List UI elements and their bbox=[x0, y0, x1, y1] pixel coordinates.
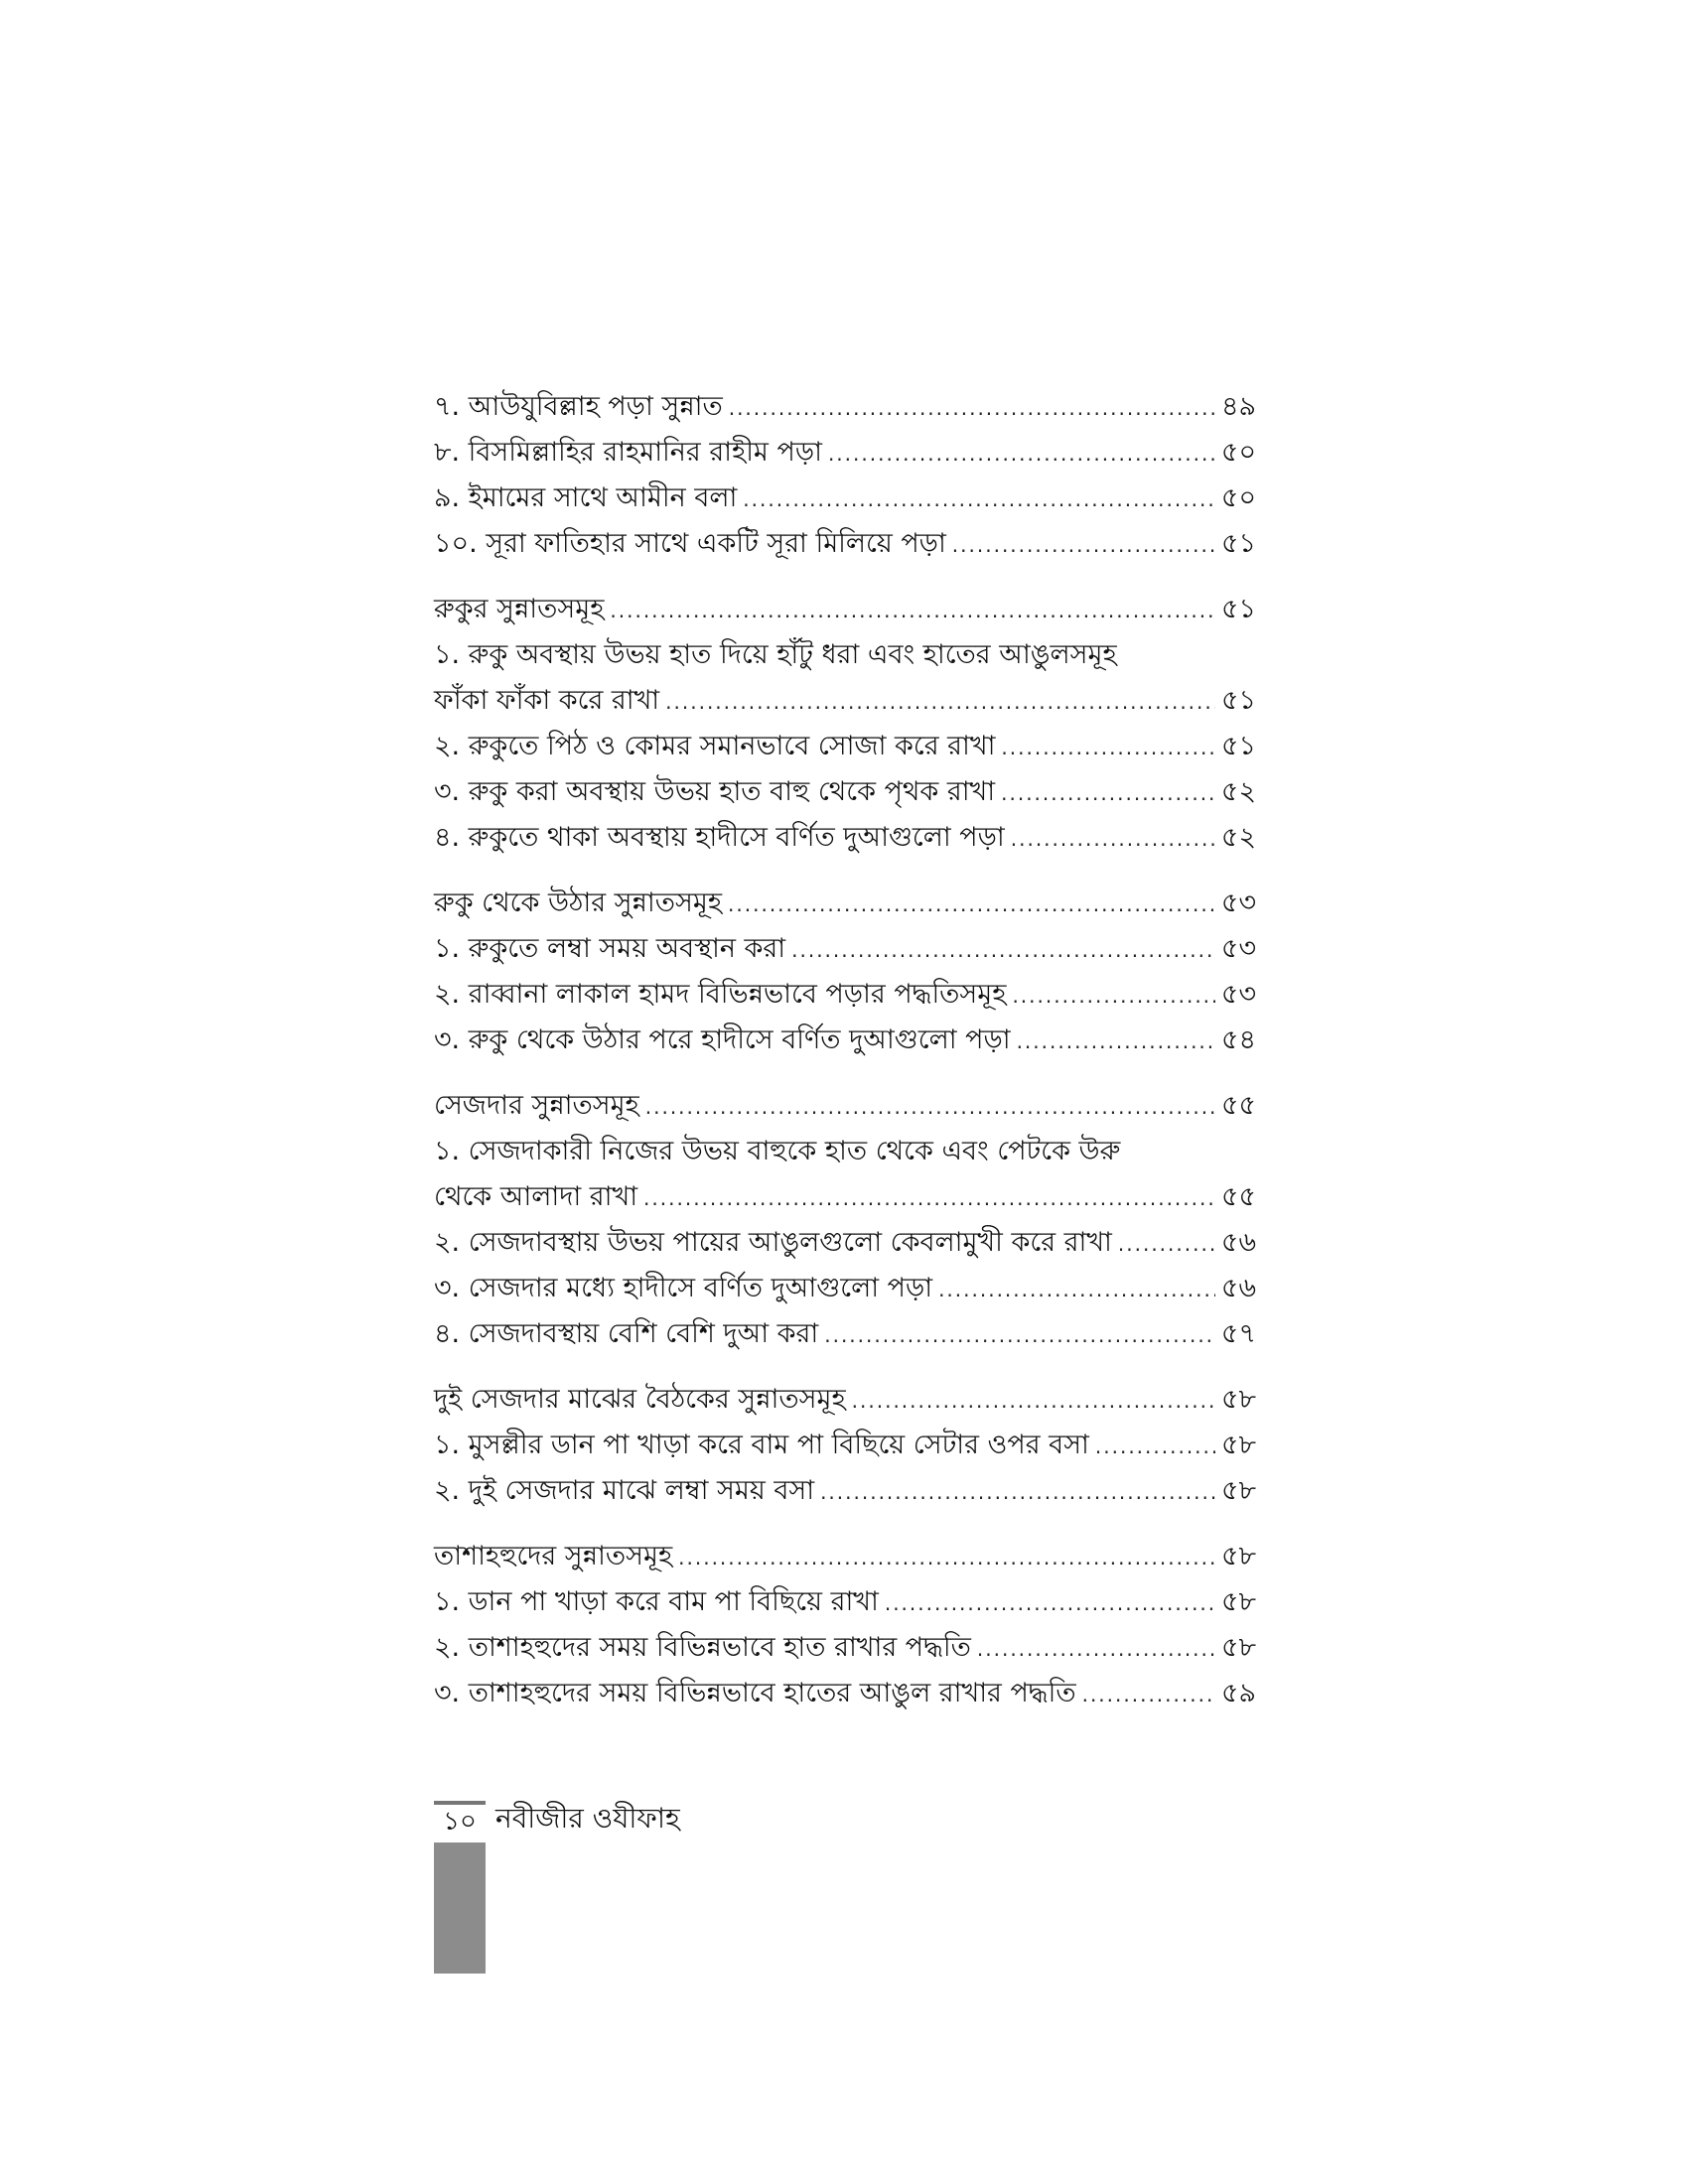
toc-section bbox=[434, 1377, 1256, 1514]
dot-leader bbox=[1001, 770, 1215, 816]
dot-leader bbox=[1118, 1221, 1215, 1267]
toc-entry-title: ১. রুকুতে লম্বা সময় অবস্থান করা bbox=[434, 933, 786, 964]
toc-entry bbox=[434, 1377, 1256, 1423]
toc-entry-title: ২. রাব্বানা লাকাল হামদ বিভিন্নভাবে পড়ার পদ্ধতিসমূহ bbox=[434, 979, 1007, 1010]
dot-leader bbox=[1095, 1424, 1215, 1469]
dot-leader bbox=[743, 477, 1215, 522]
toc-entry-page: ৪৯ bbox=[1220, 391, 1256, 422]
toc-entry bbox=[434, 1018, 1256, 1063]
toc-entry-title: ১০. সূরা ফাতিহার সাথে একটি সূরা মিলিয়ে পড়া bbox=[434, 528, 946, 559]
toc-entry bbox=[434, 521, 1256, 567]
toc-entry-page: ৫১ bbox=[1220, 594, 1256, 624]
dot-leader bbox=[1001, 725, 1215, 770]
dot-leader bbox=[885, 1580, 1215, 1626]
toc-entry-page: ৫৬ bbox=[1220, 1227, 1256, 1258]
toc-entry bbox=[434, 1468, 1256, 1514]
toc-entry-title: ৮. বিসমিল্লাহির রাহমানির রাহীম পড়া bbox=[434, 437, 822, 468]
table-of-contents bbox=[434, 384, 1256, 1716]
toc-entry-title: দুই সেজদার মাঝের বৈঠকের সুন্নাতসমূহ bbox=[434, 1384, 846, 1415]
dot-leader bbox=[952, 522, 1215, 568]
dot-leader bbox=[610, 588, 1215, 633]
toc-entry-page: ৫৭ bbox=[1220, 1318, 1256, 1349]
toc-entry bbox=[434, 1423, 1256, 1468]
toc-entry-title: ৩. রুকু থেকে উঠার পরে হাদীসে বর্ণিত দুআগুলো পড়া bbox=[434, 1024, 1011, 1055]
toc-section bbox=[434, 587, 1256, 861]
toc-entry-title: ১. মুসল্লীর ডান পা খাড়া করে বাম পা বিছিয়ে সেটার ওপর বসা bbox=[434, 1430, 1089, 1460]
dot-leader bbox=[824, 1312, 1215, 1358]
toc-entry-page: ৫৩ bbox=[1220, 979, 1256, 1010]
toc-entry-title: ৪. সেজদাবস্থায় বেশি বেশি দুআ করা bbox=[434, 1318, 819, 1349]
toc-entry bbox=[434, 769, 1256, 815]
dot-leader bbox=[852, 1378, 1215, 1424]
toc-entry bbox=[434, 1174, 1256, 1220]
toc-entry-page: ৫৩ bbox=[1220, 887, 1256, 918]
toc-entry-title: রুকু থেকে উঠার সুন্নাতসমূহ bbox=[434, 887, 723, 918]
toc-entry bbox=[434, 815, 1256, 861]
toc-entry-page: ৫৫ bbox=[1220, 1090, 1256, 1121]
toc-section bbox=[434, 1083, 1256, 1357]
toc-entry-page: ৫১ bbox=[1220, 528, 1256, 559]
toc-entry-title: ৩. সেজদার মধ্যে হাদীসে বর্ণিত দুআগুলো পড়া bbox=[434, 1273, 933, 1303]
toc-entry-page: ৫৮ bbox=[1220, 1475, 1256, 1506]
dot-leader bbox=[977, 1626, 1215, 1672]
toc-entry bbox=[434, 587, 1256, 632]
toc-entry-title: ১. সেজদাকারী নিজের উভয় বাহুকে হাত থেকে এবং পেটকে উরু bbox=[434, 1136, 1121, 1166]
toc-entry bbox=[434, 1311, 1256, 1357]
toc-entry-page: ৫০ bbox=[1220, 482, 1256, 513]
toc-entry bbox=[434, 972, 1256, 1018]
toc-entry-title: ২. সেজদাবস্থায় উভয় পায়ের আঙুলগুলো কেবলামুখী করে রাখা bbox=[434, 1227, 1112, 1258]
toc-entry-page: ৫৬ bbox=[1220, 1273, 1256, 1303]
toc-entry-title: রুকুর সুন্নাতসমূহ bbox=[434, 594, 605, 624]
toc-entry bbox=[434, 926, 1256, 972]
toc-entry bbox=[434, 430, 1256, 476]
toc-entry-title: ৩. তাশাহহুদের সময় বিভিন্নভাবে হাতের আঙুল রাখার পদ্ধতি bbox=[434, 1678, 1076, 1708]
book-title: নবীজীর ওযীফাহ bbox=[495, 1801, 680, 1835]
dot-leader bbox=[728, 882, 1215, 927]
toc-section bbox=[434, 881, 1256, 1063]
toc-entry bbox=[434, 1266, 1256, 1311]
toc-entry bbox=[434, 384, 1256, 430]
toc-entry-title: তাশাহহুদের সুন্নাতসমূহ bbox=[434, 1541, 673, 1571]
toc-entry-title: ২. রুকুতে পিঠ ও কোমর সমানভাবে সোজা করে রাখা bbox=[434, 731, 996, 761]
toc-entry-title: ৭. আউযুবিল্লাহ পড়া সুন্নাত bbox=[434, 391, 723, 422]
toc-entry-title: ২. তাশাহহুদের সময় বিভিন্নভাবে হাত রাখার পদ্ধতি bbox=[434, 1632, 971, 1663]
toc-entry-page: ৫২ bbox=[1220, 776, 1256, 807]
toc-entry-page: ৫০ bbox=[1220, 437, 1256, 468]
dot-leader bbox=[791, 927, 1215, 973]
dot-leader bbox=[1011, 816, 1215, 862]
footer-tab-decoration bbox=[434, 1843, 486, 1974]
toc-entry bbox=[434, 1220, 1256, 1266]
toc-entry-page: ৫১ bbox=[1220, 731, 1256, 761]
dot-leader bbox=[828, 431, 1215, 477]
toc-entry-title-continued: ফাঁকা ফাঁকা করে রাখা bbox=[434, 685, 660, 716]
toc-entry-title: ১. ডান পা খাড়া করে বাম পা বিছিয়ে রাখা bbox=[434, 1586, 879, 1617]
toc-entry bbox=[434, 1625, 1256, 1671]
toc-entry-title: ৪. রুকুতে থাকা অবস্থায় হাদীসে বর্ণিত দুআগুলো পড়া bbox=[434, 822, 1005, 853]
toc-entry bbox=[434, 1579, 1256, 1625]
dot-leader bbox=[1012, 973, 1214, 1019]
dot-leader bbox=[729, 385, 1215, 431]
toc-entry-title: ২. দুই সেজদার মাঝে লম্বা সময় বসা bbox=[434, 1475, 815, 1506]
toc-entry-page: ৫৩ bbox=[1220, 933, 1256, 964]
toc-entry-title: সেজদার সুন্নাতসমূহ bbox=[434, 1090, 639, 1121]
toc-entry bbox=[434, 1083, 1256, 1129]
toc-entry-page: ৫৮ bbox=[1220, 1586, 1256, 1617]
toc-entry-page: ৫২ bbox=[1220, 822, 1256, 853]
toc-section bbox=[434, 384, 1256, 567]
dot-leader bbox=[678, 1535, 1215, 1580]
toc-entry-page: ৫৮ bbox=[1220, 1384, 1256, 1415]
toc-entry-title: ১. রুকু অবস্থায় উভয় হাত দিয়ে হাঁটু ধরা এবং হাতের আঙুলসমূহ bbox=[434, 639, 1117, 670]
toc-entry-page: ৫৯ bbox=[1220, 1678, 1256, 1708]
toc-entry bbox=[434, 724, 1256, 769]
dot-leader bbox=[643, 1175, 1215, 1221]
toc-entry-title: ৩. রুকু করা অবস্থায় উভয় হাত বাহু থেকে পৃথক রাখা bbox=[434, 776, 996, 807]
toc-entry bbox=[434, 1534, 1256, 1579]
toc-entry-title-continued: থেকে আলাদা রাখা bbox=[434, 1181, 638, 1212]
toc-entry-title: ৯. ইমামের সাথে আমীন বলা bbox=[434, 482, 738, 513]
dot-leader bbox=[938, 1267, 1215, 1312]
toc-entry-page: ৫৮ bbox=[1220, 1632, 1256, 1663]
dot-leader bbox=[645, 1084, 1215, 1130]
toc-entry-page: ৫৮ bbox=[1220, 1430, 1256, 1460]
toc-entry bbox=[434, 1671, 1256, 1716]
dot-leader bbox=[1017, 1019, 1215, 1064]
toc-entry bbox=[434, 476, 1256, 521]
toc-entry-page: ৫৫ bbox=[1220, 1181, 1256, 1212]
toc-entry bbox=[434, 881, 1256, 926]
toc-entry bbox=[434, 678, 1256, 724]
dot-leader bbox=[1082, 1672, 1215, 1717]
dot-leader bbox=[665, 679, 1215, 725]
toc-section bbox=[434, 1534, 1256, 1716]
toc-entry-page: ৫১ bbox=[1220, 685, 1256, 716]
toc-entry-page: ৫৪ bbox=[1220, 1024, 1256, 1055]
toc-entry-page: ৫৮ bbox=[1220, 1541, 1256, 1571]
page-footer bbox=[434, 1799, 680, 1841]
page-number: ১০ bbox=[434, 1801, 486, 1839]
dot-leader bbox=[820, 1469, 1215, 1515]
